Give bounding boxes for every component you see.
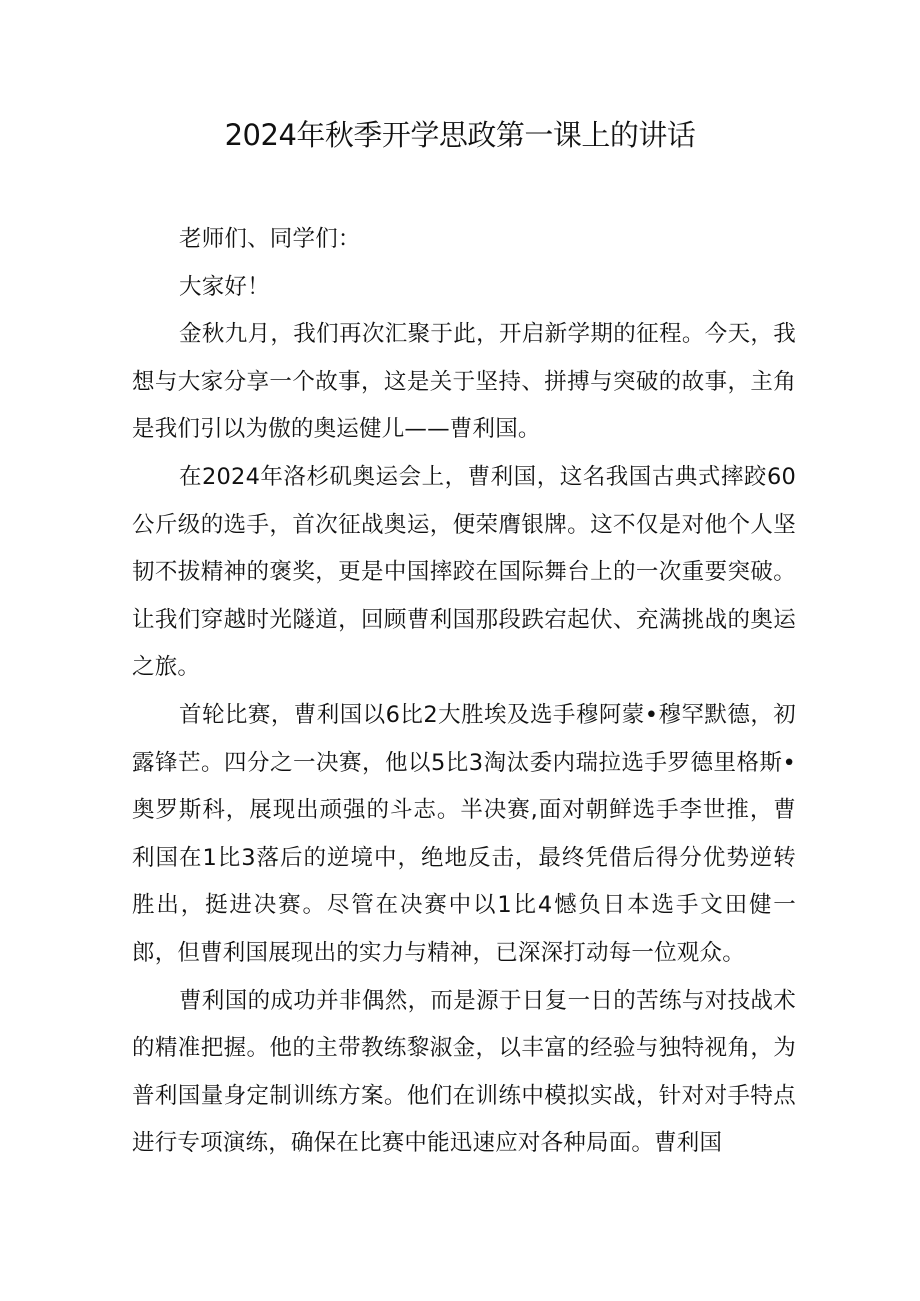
document-body — [132, 216, 796, 1168]
body-paragraph: 曹利国的成功并非偶然，而是源于日复一日的苦练与对技战术的精准把握。他的主带教练黎淑金，以丰富的经验与独特视角，为普利国量身定制训练方案。他们在训练中模拟实战，针对对手特点进行专项演练，确保在比赛中能迅速应对各种局面。曹利国 — [132, 987, 796, 1157]
body-paragraph: 金秋九月，我们再次汇聚于此，开启新学期的征程。今天，我想与大家分享一个故事，这是关于坚持、拼搏与突破的故事，主角是我们引以为傲的奥运健儿——曹利国。 — [132, 321, 796, 443]
body-paragraph: 首轮比赛，曹利国以6比2大胜埃及选手穆阿蒙•穆罕默德，初露锋芒。四分之一决赛，他以5比3淘汰委内瑞拉选手罗德里格斯•奥罗斯科，展现出顽强的斗志。半决赛,面对朝鲜选手李世推，曹利国在1比3落后的逆境中，绝地反击，最终凭借后得分优势逆转胜出，挺进决赛。尽管在决赛中以1比4憾负日本选手文田健一郎，但曹利国展现出的实力与精神，已深深打动每一位观众。 — [132, 701, 796, 966]
body-paragraph: 在2024年洛杉矶奥运会上，曹利国，这名我国古典式摔跤60公斤级的选手，首次征战奥运，便荣膺银牌。这不仅是对他个人坚韧不拔精神的褒奖，更是中国摔跤在国际舞台上的一次重要突破。让我们穿越时光隧道，回顾曹利国那段跌宕起伏、充满挑战的奥运之旅。 — [132, 463, 796, 681]
greeting: 大家好！ — [179, 273, 270, 300]
salutation: 老师们、同学们： — [179, 226, 361, 252]
document-title: 2024年秋季开学思政第一课上的讲话 — [224, 118, 696, 152]
